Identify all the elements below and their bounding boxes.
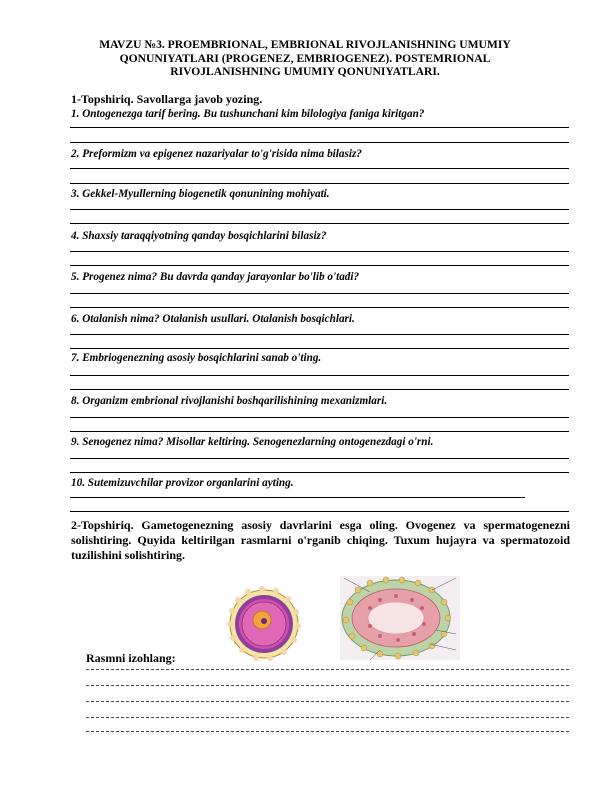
question-10: 10. Sutemizuvchilar provizor organlarini ayting. [71,477,294,489]
question-3: 3. Gekkel-Myullerning biogenetik qonunining mohiyati. [71,188,330,200]
description-line[interactable] [86,685,569,686]
seminiferous-tubule-illustration [340,572,460,660]
answer-line[interactable] [70,431,569,432]
answer-line[interactable] [70,472,569,473]
answer-line[interactable] [70,307,569,308]
question-5: 5. Progenez nima? Bu davrda qanday jarayonlar bo'lib o'tadi? [71,271,360,283]
question-8: 8. Organizm embrional rivojlanishi boshqarilishining mexanizmlari. [71,395,388,407]
answer-line[interactable] [70,293,569,294]
answer-line[interactable] [70,497,525,498]
egg-cell-illustration [218,580,302,664]
task2-text: 2-Topshiriq. Gametogenezning asosiy davrlarini esga oling. Ovogenez va spermatogenezni solishtiring. Quyida keltirilgan rasmlarni o'rganib chiqing. Tuxum hujayra va spermatozoid tuzilishini solishtiring. [71,518,570,562]
question-7: 7. Embriogenezning asosiy bosqichlarini sanab o'ting. [71,352,322,364]
question-4: 4. Shaxsiy taraqqiyotning qanday bosqichlarini bilasiz? [71,230,327,242]
answer-line[interactable] [70,458,569,459]
answer-line[interactable] [70,417,569,418]
description-line[interactable] [86,669,569,670]
answer-line[interactable] [70,375,569,376]
task1-heading: 1-Topshiriq. Savollarga javob yozing. [71,92,263,106]
description-line[interactable] [86,701,569,702]
answer-line[interactable] [70,348,569,349]
answer-line[interactable] [70,183,569,184]
answer-line[interactable] [70,209,569,210]
answer-line[interactable] [70,511,569,512]
question-1: 1. Ontogenezga tarif bering. Bu tushunchani kim bilologiya faniga kiritgan? [71,108,425,120]
page-title: MAVZU №3. PROEMBRIONAL, EMBRIONAL RIVOJLANISHNING UMUMIY QONUNIYATLARI (PROGENEZ, EMBRIOGENEZ). POSTEMRIONAL RIVOJLANISHNING UMUMIY QONUNIYATLARI. [99,38,511,79]
answer-line[interactable] [70,223,569,224]
answer-line[interactable] [70,389,569,390]
question-6: 6. Otalanish nima? Otalanish usullari. Otalanish bosqichlari. [71,313,355,325]
question-2: 2. Preformizm va epigenez nazariyalar to'g'risida nima bilasiz? [71,148,362,160]
description-line[interactable] [86,731,569,732]
answer-line[interactable] [70,251,569,252]
answer-line[interactable] [70,168,569,169]
answer-line[interactable] [70,334,569,335]
answer-line[interactable] [70,265,569,266]
answer-line[interactable] [70,127,569,128]
answer-line[interactable] [70,142,569,143]
description-line[interactable] [86,717,569,718]
question-9: 9. Senogenez nima? Misollar keltiring. Senogenezlarning ontogenezdagi o'rni. [71,436,434,448]
figure-caption: Rasmni izohlang: [86,651,176,665]
